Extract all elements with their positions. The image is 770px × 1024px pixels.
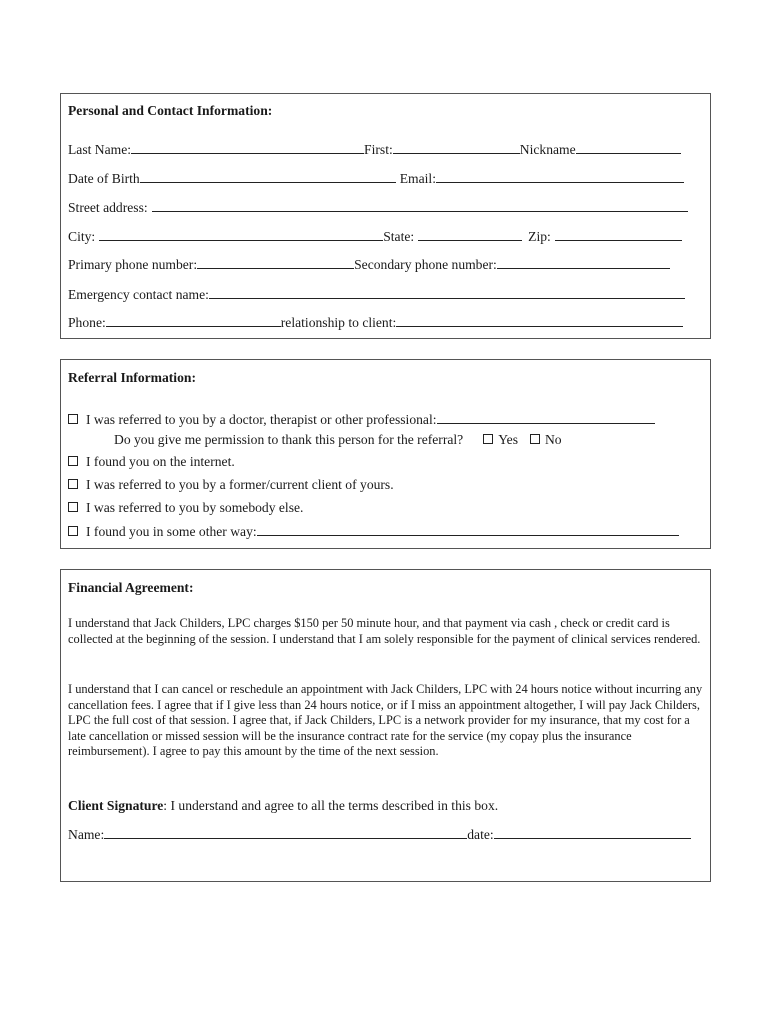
row-dob-email — [68, 170, 684, 187]
checkbox-somebody[interactable] — [68, 502, 78, 512]
street-label: Street address: — [68, 200, 148, 215]
signature-name-label: Name: — [68, 827, 105, 842]
referral-option-other — [68, 523, 679, 540]
referral-info-title: Referral Information: — [68, 370, 196, 385]
financial-paragraph-cancellation: I understand that I can cancel or reschedule an appointment with Jack Childers, LPC with 24 hours notice without incurring any cancellation fees. I agree that if I give less than 24 hours notice, or if I miss an appointment altogether, I will pay Jack Childers, LPC the full cost of that session. I agree that, if Jack Childers, LPC is a network provider for my insurance, that my cost for a late cancellation or missed session will be the insurance contract rate for the service (my copay plus the insurance reimbursement). I agree to pay this amount by the time of the next session. — [68, 682, 703, 759]
primary-phone-label: Primary phone number: — [68, 257, 198, 272]
signature-date-label: date: — [467, 827, 494, 842]
signature-date-field[interactable] — [494, 826, 691, 839]
other-way-field[interactable] — [257, 523, 679, 536]
checkbox-yes[interactable] — [483, 434, 493, 444]
city-label: City: — [68, 229, 96, 244]
zip-label: Zip: — [528, 229, 551, 244]
primary-phone-field[interactable] — [197, 256, 354, 269]
nickname-field[interactable] — [576, 141, 681, 154]
client-signature-label: Client Signature — [68, 798, 164, 813]
state-label: State: — [383, 229, 415, 244]
checkbox-internet[interactable] — [68, 456, 78, 466]
street-field[interactable] — [152, 199, 688, 212]
zip-field[interactable] — [555, 228, 682, 241]
row-emergency-phone — [68, 314, 683, 331]
signature-name-field[interactable] — [104, 826, 467, 839]
state-field[interactable] — [418, 228, 522, 241]
referral-permission-row — [114, 432, 562, 448]
referral-option-internet — [68, 454, 235, 470]
row-name — [68, 141, 681, 158]
option-professional-label: I was referred to you by a doctor, therapist or other professional: — [86, 412, 437, 427]
secondary-phone-label: Secondary phone number: — [354, 257, 497, 272]
option-other-label: I found you in some other way: — [86, 524, 257, 539]
city-field[interactable] — [99, 228, 383, 241]
checkbox-client[interactable] — [68, 479, 78, 489]
nickname-label: Nickname — [519, 142, 576, 157]
checkbox-professional[interactable] — [68, 414, 78, 424]
row-street — [68, 199, 688, 216]
last-name-field[interactable] — [131, 141, 364, 154]
relationship-field[interactable] — [396, 314, 683, 327]
client-signature-row — [68, 798, 498, 814]
relationship-label: relationship to client: — [280, 315, 397, 330]
professional-name-field[interactable] — [437, 411, 655, 424]
financial-paragraph-payment: I understand that Jack Childers, LPC charges $150 per 50 minute hour, and that payment via cash , check or credit card is collected at the beginning of the session. I understand that I am solely responsible for the payment of clinical services rendered. — [68, 616, 701, 646]
row-emergency — [68, 286, 685, 303]
personal-info-title: Personal and Contact Information: — [68, 103, 273, 118]
last-name-label: Last Name: — [68, 142, 132, 157]
email-label: Email: — [399, 171, 436, 186]
no-label: No — [544, 432, 562, 447]
emergency-contact-field[interactable] — [209, 286, 685, 299]
referral-option-professional — [68, 411, 655, 428]
first-name-field[interactable] — [393, 141, 520, 154]
emergency-contact-label: Emergency contact name: — [68, 287, 209, 302]
row-city — [68, 228, 682, 245]
checkbox-other[interactable] — [68, 526, 78, 536]
option-somebody-label: I was referred to you by somebody else. — [86, 500, 304, 515]
yes-label: Yes — [498, 432, 518, 447]
emergency-phone-field[interactable] — [106, 314, 281, 327]
row-phones — [68, 256, 670, 273]
emergency-phone-label: Phone: — [68, 315, 106, 330]
client-signature-text: : I understand and agree to all the terms described in this box. — [163, 798, 499, 813]
first-name-label: First: — [364, 142, 393, 157]
referral-option-client — [68, 477, 394, 493]
signature-name-row — [68, 826, 691, 843]
email-field[interactable] — [436, 170, 684, 183]
dob-label: Date of Birth — [68, 171, 140, 186]
permission-question: Do you give me permission to thank this person for the referral? — [114, 432, 464, 447]
option-client-label: I was referred to you by a former/current client of yours. — [86, 477, 394, 492]
secondary-phone-field[interactable] — [497, 256, 670, 269]
checkbox-no[interactable] — [530, 434, 540, 444]
dob-field[interactable] — [140, 170, 396, 183]
referral-option-somebody — [68, 500, 303, 516]
option-internet-label: I found you on the internet. — [86, 454, 235, 469]
financial-agreement-title: Financial Agreement: — [68, 580, 194, 595]
